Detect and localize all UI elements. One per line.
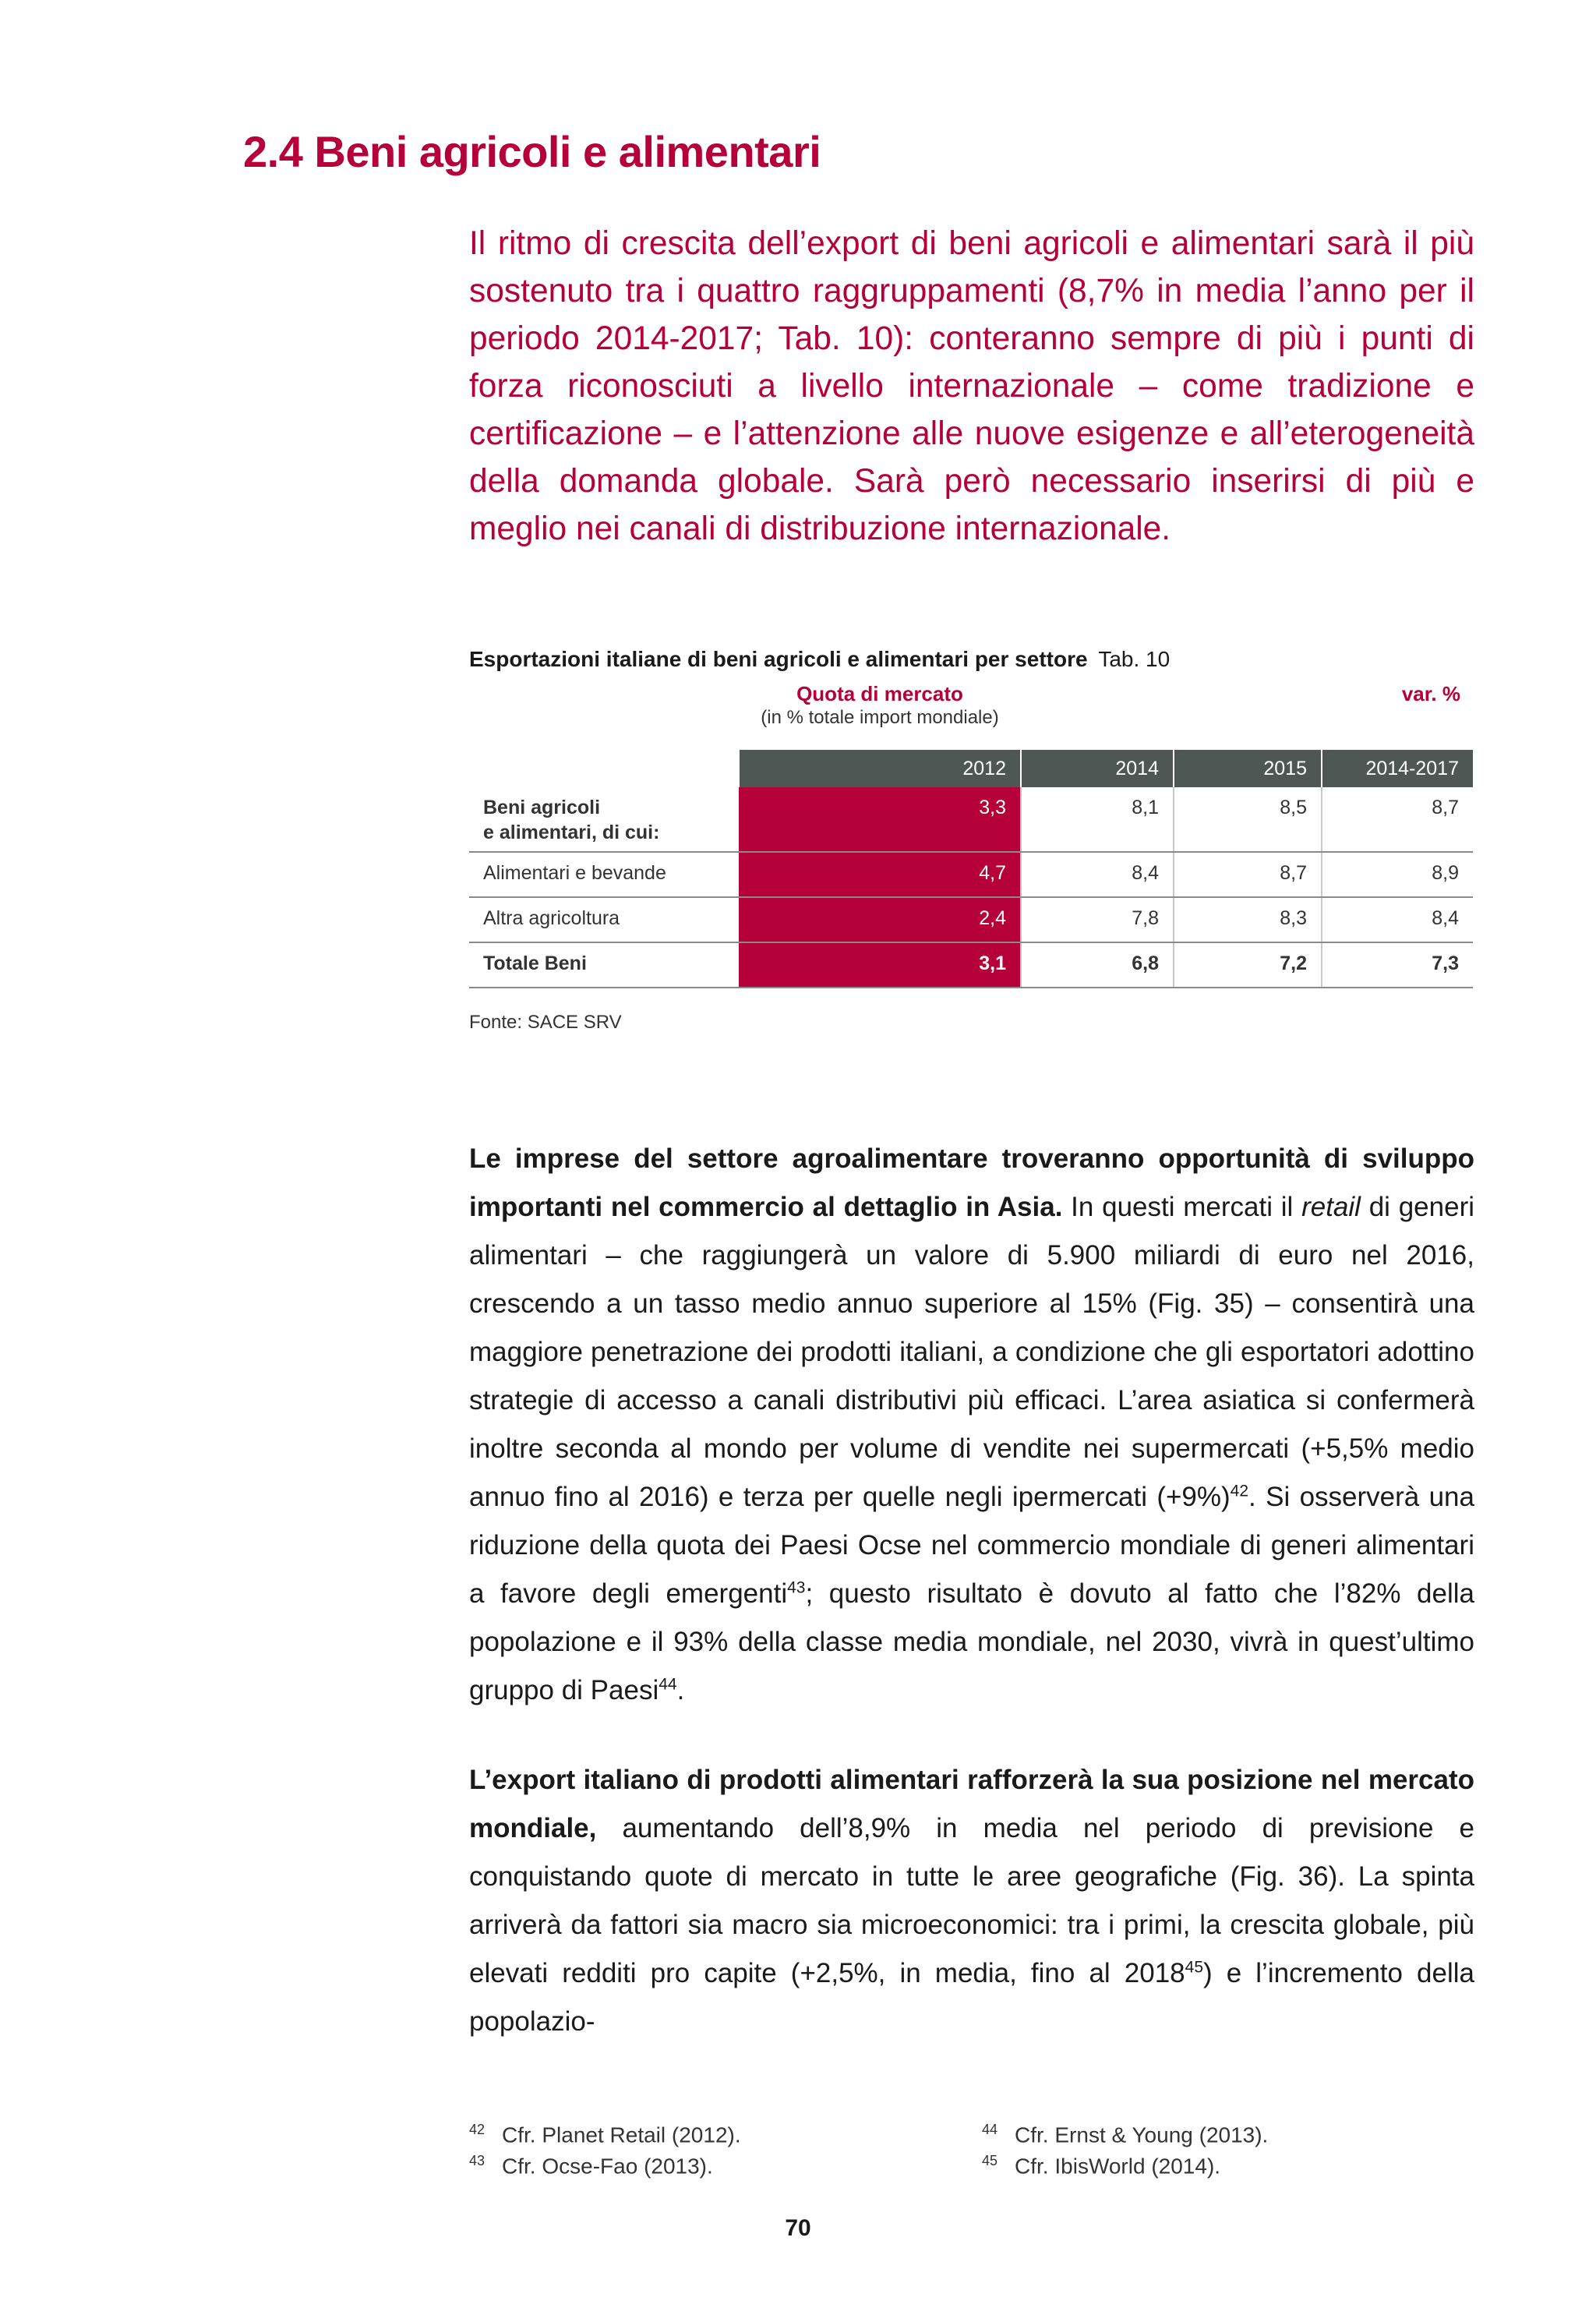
table-block (469, 638, 1473, 988)
table-row (469, 852, 1473, 897)
table-group-headers (469, 681, 1473, 731)
footnote-number: 42 (469, 2122, 486, 2137)
body-paragraph-2 (469, 1756, 1474, 2046)
p1-text-b: di generi alimentari – che raggiungerà un valore di 5.900 miliardi di euro nel 2016, crescendo a un tasso medio annuo superiore al 15% (Fig. 35) – consentirà una maggiore penetrazione dei prodotti italiani, a condizione che gli esportatori adottino strategie di accesso a canali distributivi più efficaci. L’area asiatica si confermerà inoltre seconda al mondo per volume di vendite nei supermercati (+5,5% medio annuo fino al 2016) e terza per quelle negli ipermercati (+9%) (469, 1192, 1474, 1512)
p2-text-a: aumentando dell’8,9% in media nel periodo di previsione e conquistando quote di mercato in tutte le aree geografiche (Fig. 36). La spinta arriverà da fattori sia macro sia microeconomici: tra i primi, la crescita globale, più elevati redditi pro capite (+2,5%, in media, fino al 2018 (469, 1813, 1474, 1988)
p1-text-d: ; questo risultato è dovuto al fatto che l’82% della popolazione e il 93% della classe media mondiale, nel 2030, vivrà in quest’ultimo gruppo di Paesi (469, 1578, 1474, 1705)
cell-2012: 2,4 (739, 897, 1021, 942)
footnote-text: Cfr. Ocse-Fao (2013). (502, 2154, 713, 2179)
row-label-line1: Beni agricoli (483, 797, 601, 818)
row-label-line2: e alimentari, di cui: (483, 822, 660, 843)
table-header-row (469, 750, 1473, 787)
cell-2014-2017: 7,3 (1322, 942, 1473, 988)
footnote-text: Cfr. IbisWorld (2014). (1015, 2154, 1221, 2179)
table-row (469, 787, 1473, 852)
p2-lead: L’export italiano di prodotti alimentari rafforzerà la sua posizione nel mercato mondiale, (469, 1765, 1474, 1843)
cell-2012: 3,3 (739, 787, 1021, 852)
footnote-number: 43 (469, 2153, 486, 2168)
cell-2014: 8,4 (1021, 852, 1174, 897)
footnote-45 (982, 2145, 1220, 2182)
data-table (469, 750, 1473, 988)
cell-2012: 4,7 (739, 852, 1021, 897)
footnote-ref[interactable]: 43 (787, 1578, 806, 1597)
cell-2014: 8,1 (1021, 787, 1174, 852)
table-row-total (469, 942, 1473, 988)
cell-2014-2017: 8,9 (1322, 852, 1473, 897)
section-title: 2.4 Beni agricoli e alimentari (243, 127, 821, 176)
p1-text-c: . Si osserverà una riduzione della quota dei Paesi Ocse nel commercio mondiale di generi alimentari a favore degli emergenti (469, 1482, 1474, 1609)
footnote-ref[interactable]: 45 (1185, 1958, 1203, 1977)
table-caption (469, 638, 1473, 681)
cell-2014-2017: 8,4 (1322, 897, 1473, 942)
p1-text-a: In questi mercati il (1062, 1192, 1302, 1222)
p2-text-b: ) e l’incremento della popolazio- (469, 1958, 1475, 2037)
row-label: Alimentari e bevande (469, 852, 739, 897)
footnote-ref[interactable]: 42 (1230, 1482, 1249, 1500)
cell-2014-2017: 8,7 (1322, 787, 1473, 852)
col-header-2015: 2015 (1174, 750, 1322, 787)
table-caption-ref: Tab. 10 (1098, 647, 1171, 671)
cell-2015: 8,7 (1174, 852, 1322, 897)
col-header-2014-2017: 2014-2017 (1322, 750, 1473, 787)
cell-2014: 7,8 (1021, 897, 1174, 942)
footnote-43 (469, 2145, 713, 2182)
footnote-text: Cfr. Planet Retail (2012). (502, 2122, 741, 2147)
group-header-quota-sub: (in % totale import mondiale) (761, 707, 999, 728)
cell-2015: 8,3 (1174, 897, 1322, 942)
p1-text-e: . (676, 1675, 685, 1705)
footnote-ref[interactable]: 44 (659, 1675, 677, 1694)
p1-lead: Le imprese del settore agroalimentare troveranno opportunità di sviluppo importanti nel commercio al dettaglio in Asia. (469, 1143, 1474, 1222)
footnote-text: Cfr. Ernst & Young (2013). (1015, 2122, 1269, 2147)
table-row (469, 897, 1473, 942)
col-header-2014: 2014 (1021, 750, 1174, 787)
row-label: Totale Beni (469, 942, 739, 988)
group-header-var: var. % (1401, 682, 1460, 705)
col-header-2012: 2012 (739, 750, 1021, 787)
table-source: Fonte: SACE SRV (469, 1012, 622, 1033)
cell-2015: 7,2 (1174, 942, 1322, 988)
footnote-number: 45 (982, 2153, 998, 2168)
intro-paragraph: Il ritmo di crescita dell’export di beni agricoli e alimentari sarà il più sostenuto tra i quattro raggruppamenti (8,7% in media l’anno per il periodo 2014-2017; Tab. 10): conteranno sempre di più i punti di forza riconosciuti a livello internazionale – come tradizione e certificazione – e l’attenzione alle nuove esigenze e all’eterogeneità della domanda globale. Sarà però necessario inserirsi di più e meglio nei canali di distribuzione internazionale. (469, 225, 1474, 547)
row-label (469, 787, 739, 852)
footnote-number: 44 (982, 2122, 998, 2137)
table-caption-title: Esportazioni italiane di beni agricoli e alimentari per settore (469, 647, 1088, 671)
body-paragraph-1 (469, 1135, 1474, 1715)
row-label: Altra agricoltura (469, 897, 739, 942)
group-header-quota-title: Quota di mercato (796, 682, 963, 705)
header-blank (469, 750, 739, 787)
page-number: 70 (785, 2215, 811, 2241)
cell-2014: 6,8 (1021, 942, 1174, 988)
p1-italic: retail (1301, 1192, 1361, 1222)
cell-2012: 3,1 (739, 942, 1021, 988)
group-header-quota (739, 681, 1021, 730)
cell-2015: 8,5 (1174, 787, 1322, 852)
